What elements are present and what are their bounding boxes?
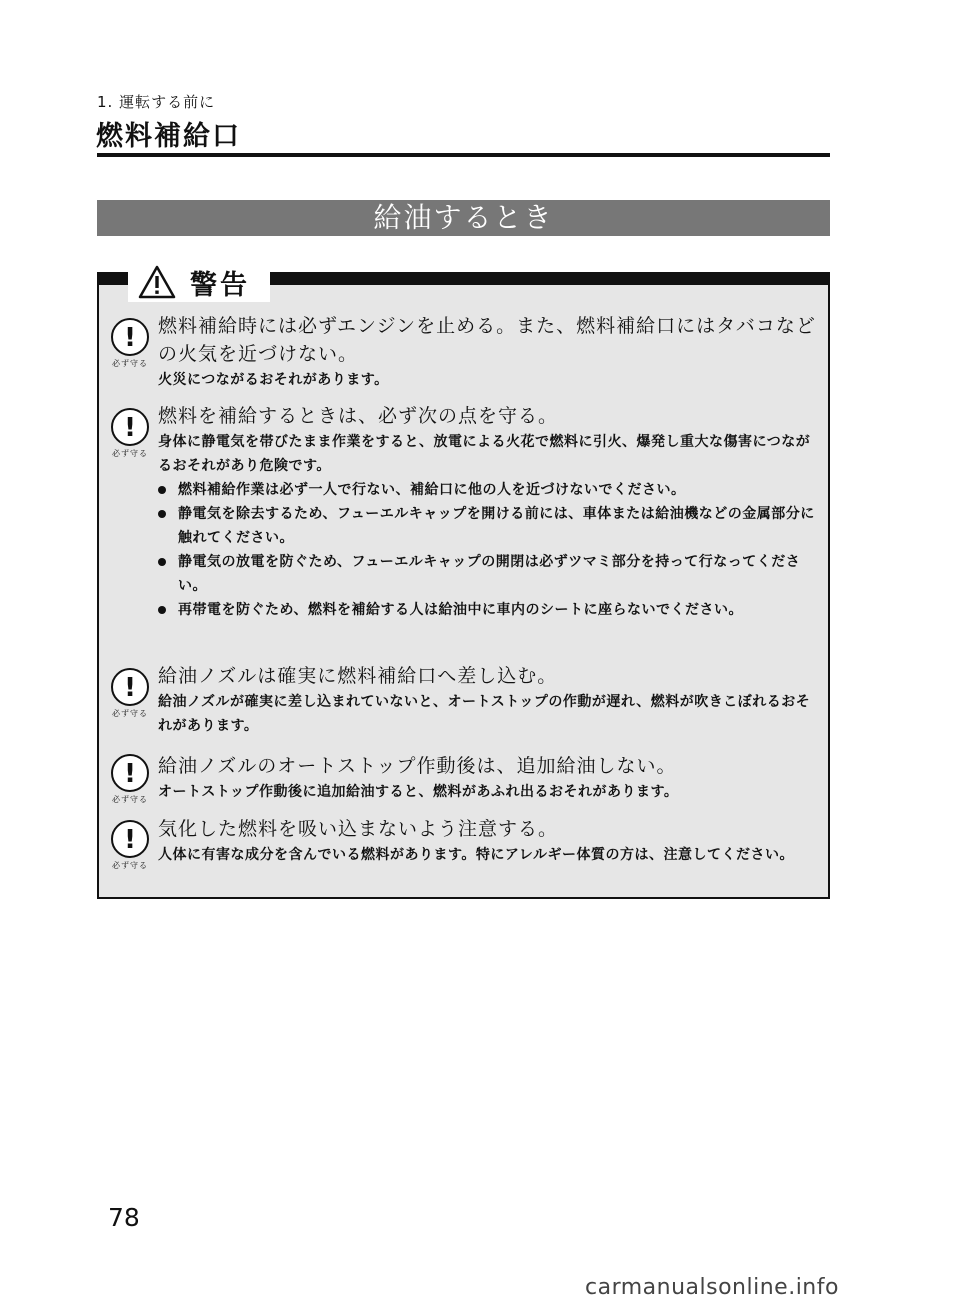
warning-item-heading: 給油ノズルのオートストップ作動後は、追加給油しない。 xyxy=(158,755,677,777)
warning-header xyxy=(128,262,270,302)
must-follow-label: 必ず守る xyxy=(112,449,148,458)
warning-item-heading: 燃料を補給するときは、必ず次の点を守る。 xyxy=(158,405,559,427)
page-title: 燃料補給口 xyxy=(96,121,241,152)
must-follow-icon xyxy=(107,754,153,806)
exclamation-icon: ! xyxy=(111,754,149,792)
warning-item-5 xyxy=(158,815,823,867)
warning-item-4 xyxy=(158,752,823,804)
exclamation-icon: ! xyxy=(111,820,149,858)
list-item: 静電気の放電を防ぐため、フューエルキャップの開閉は必ずツマミ部分を持って行なってください。 xyxy=(158,550,823,598)
warning-item-body: オートストップ作動後に追加給油すると、燃料があふれ出るおそれがあります。 xyxy=(158,784,679,800)
page-number: 78 xyxy=(108,1203,140,1232)
must-follow-label: 必ず守る xyxy=(112,359,148,368)
exclamation-icon: ! xyxy=(111,408,149,446)
section-banner: 給油するとき xyxy=(97,200,830,236)
warning-item-2 xyxy=(158,402,823,622)
must-follow-label: 必ず守る xyxy=(112,795,148,804)
warning-triangle-icon xyxy=(138,265,176,299)
exclamation-icon: ! xyxy=(111,668,149,706)
warning-item-body: 身体に静電気を帯びたまま作業をすると、放電による火花で燃料に引火、爆発し重大な傷害につながるおそれがあり危険です。 xyxy=(158,434,811,474)
must-follow-label: 必ず守る xyxy=(112,861,148,870)
warning-item-heading: 気化した燃料を吸い込まないよう注意する。 xyxy=(158,818,559,840)
list-item: 静電気を除去するため、フューエルキャップを開ける前には、車体または給油機などの金属部分に触れてください。 xyxy=(158,502,823,550)
warning-item-heading: 給油ノズルは確実に燃料補給口へ差し込む。 xyxy=(158,665,558,687)
list-item: 燃料補給作業は必ず一人で行ない、補給口に他の人を近づけないでください。 xyxy=(158,478,823,502)
must-follow-icon xyxy=(107,820,153,872)
warning-item-body: 人体に有害な成分を含んでいる燃料があります。特にアレルギー体質の方は、注意してください。 xyxy=(158,847,794,863)
breadcrumb: 1. 運転する前に xyxy=(97,93,216,111)
must-follow-icon xyxy=(107,318,153,370)
warning-item-body: 火災につながるおそれがあります。 xyxy=(158,372,389,388)
warning-item-3 xyxy=(158,662,823,738)
must-follow-label: 必ず守る xyxy=(112,709,148,718)
warning-item-1 xyxy=(158,312,823,392)
bullet-list xyxy=(158,478,823,622)
must-follow-icon xyxy=(107,668,153,720)
list-item: 再帯電を防ぐため、燃料を補給する人は給油中に車内のシートに座らないでください。 xyxy=(158,598,823,622)
warning-label: 警告 xyxy=(190,269,250,301)
title-divider xyxy=(97,153,830,157)
warning-item-body: 給油ノズルが確実に差し込まれていないと、オートストップの作動が遅れ、燃料が吹きこぼれるおそれがあります。 xyxy=(158,694,811,734)
warning-item-heading: 燃料補給時には必ずエンジンを止める。また、燃料補給口にはタバコなどの火気を近づけない。 xyxy=(158,315,816,365)
watermark: carmanualsonline.info xyxy=(585,1275,839,1300)
exclamation-icon: ! xyxy=(111,318,149,356)
must-follow-icon xyxy=(107,408,153,460)
